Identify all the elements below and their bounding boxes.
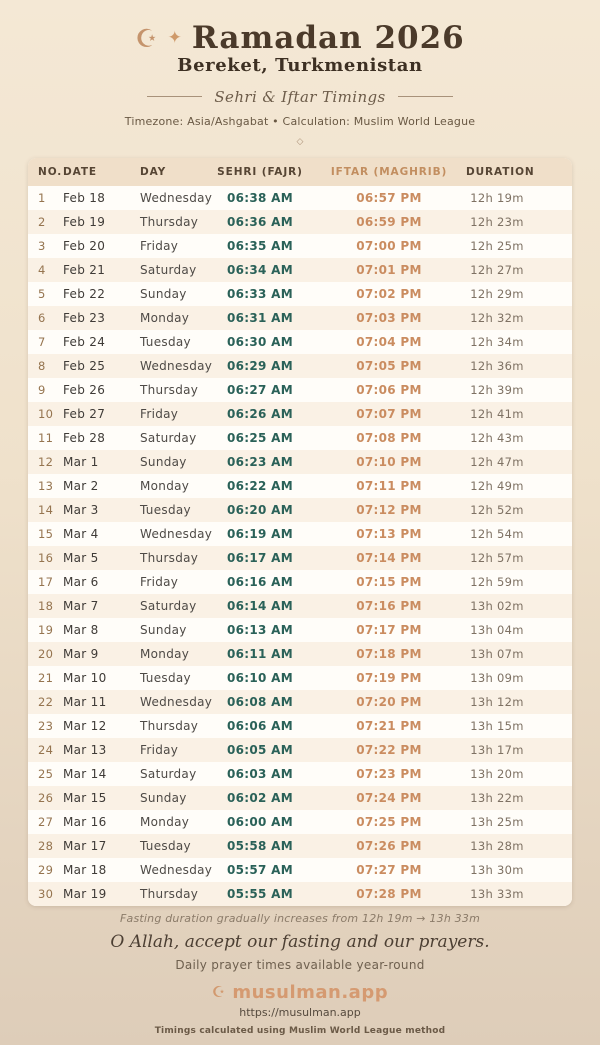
iftar-cell: 07:25 PM xyxy=(356,814,422,829)
duration-cell: 13h 17m xyxy=(470,742,524,757)
sehri-cell: 06:27 AM xyxy=(226,382,293,397)
date-cell: Mar 12 xyxy=(63,718,107,733)
column-header-no: NO. xyxy=(28,158,58,186)
sehri-cell: 06:26 AM xyxy=(226,406,293,421)
date-cell: Mar 17 xyxy=(63,838,107,853)
sehri-cell: 06:36 AM xyxy=(226,214,293,229)
brand-name: musulman.app xyxy=(232,981,389,1003)
duration-cell: 12h 25m xyxy=(470,238,524,253)
day-cell: Wednesday xyxy=(140,526,213,541)
no-cell: 22 xyxy=(38,694,54,709)
iftar-cell: 07:02 PM xyxy=(356,286,422,301)
no-cell: 23 xyxy=(38,718,54,733)
day-cell: Friday xyxy=(140,574,179,589)
no-cell: 10 xyxy=(38,406,54,421)
no-cell: 4 xyxy=(38,262,46,277)
table-row xyxy=(28,258,572,282)
location-title: Bereket, Turkmenistan xyxy=(177,54,423,76)
day-cell: Monday xyxy=(140,310,190,325)
date-cell: Feb 24 xyxy=(63,334,106,349)
table-row xyxy=(28,546,572,570)
table-row xyxy=(28,882,572,906)
iftar-cell: 07:12 PM xyxy=(356,502,422,517)
duration-cell: 12h 47m xyxy=(470,454,524,469)
day-cell: Monday xyxy=(140,814,190,829)
title-row xyxy=(0,22,600,55)
duration-cell: 12h 57m xyxy=(470,550,524,565)
duration-cell: 13h 15m xyxy=(470,718,524,733)
date-cell: Mar 19 xyxy=(63,886,107,901)
date-cell: Mar 4 xyxy=(63,526,99,541)
sehri-cell: 06:33 AM xyxy=(226,286,293,301)
table-row xyxy=(28,306,572,330)
day-cell: Thursday xyxy=(140,550,199,565)
sehri-cell: 06:19 AM xyxy=(226,526,293,541)
date-cell: Mar 2 xyxy=(63,478,99,493)
date-cell: Feb 20 xyxy=(63,238,106,253)
sehri-cell: 06:31 AM xyxy=(226,310,293,325)
day-cell: Sunday xyxy=(140,790,187,805)
iftar-cell: 07:14 PM xyxy=(356,550,422,565)
no-cell: 28 xyxy=(38,838,54,853)
no-cell: 24 xyxy=(38,742,54,757)
sparkle-star-icon: ✦ xyxy=(167,27,182,48)
iftar-cell: 07:26 PM xyxy=(356,838,422,853)
table-row xyxy=(28,234,572,258)
duration-cell: 12h 41m xyxy=(470,406,524,421)
table-row xyxy=(28,402,572,426)
no-cell: 15 xyxy=(38,526,54,541)
table-row xyxy=(28,642,572,666)
duration-cell: 12h 34m xyxy=(470,334,524,349)
no-cell: 5 xyxy=(38,286,46,301)
iftar-cell: 07:06 PM xyxy=(356,382,422,397)
iftar-cell: 07:22 PM xyxy=(356,742,422,757)
date-cell: Mar 13 xyxy=(63,742,107,757)
date-cell: Mar 14 xyxy=(63,766,107,781)
duration-cell: 12h 43m xyxy=(470,430,524,445)
no-cell: 19 xyxy=(38,622,54,637)
day-cell: Sunday xyxy=(140,286,187,301)
date-cell: Mar 1 xyxy=(63,454,99,469)
table-row xyxy=(28,570,572,594)
duration-cell: 13h 25m xyxy=(470,814,524,829)
iftar-cell: 07:01 PM xyxy=(356,262,422,277)
timings-table-body xyxy=(28,186,572,906)
duration-cell: 12h 59m xyxy=(470,574,524,589)
no-cell: 21 xyxy=(38,670,54,685)
date-cell: Feb 18 xyxy=(63,190,106,205)
day-cell: Friday xyxy=(140,238,179,253)
date-cell: Mar 7 xyxy=(63,598,99,613)
no-cell: 16 xyxy=(38,550,54,565)
availability-note: Daily prayer times available year-round xyxy=(175,957,425,972)
iftar-cell: 07:23 PM xyxy=(356,766,422,781)
iftar-cell: 07:19 PM xyxy=(356,670,422,685)
crescent-moon-icon: ☪ xyxy=(135,23,158,53)
duration-cell: 12h 39m xyxy=(470,382,524,397)
day-cell: Saturday xyxy=(140,766,197,781)
day-cell: Monday xyxy=(140,478,190,493)
no-cell: 1 xyxy=(38,190,46,205)
column-header-date: DATE xyxy=(58,158,130,186)
date-cell: Mar 16 xyxy=(63,814,107,829)
day-cell: Saturday xyxy=(140,598,197,613)
table-row xyxy=(28,666,572,690)
iftar-cell: 07:16 PM xyxy=(356,598,422,613)
table-header-row xyxy=(28,158,572,186)
iftar-cell: 07:27 PM xyxy=(356,862,422,877)
date-cell: Mar 10 xyxy=(63,670,107,685)
iftar-cell: 06:59 PM xyxy=(356,214,422,229)
page-footer xyxy=(0,912,600,1036)
iftar-cell: 07:15 PM xyxy=(356,574,422,589)
table-row xyxy=(28,282,572,306)
sehri-cell: 06:22 AM xyxy=(226,478,293,493)
no-cell: 8 xyxy=(38,358,46,373)
dua-text: O Allah, accept our fasting and our prayers. xyxy=(110,931,490,952)
sehri-cell: 06:06 AM xyxy=(226,718,293,733)
sehri-cell: 05:55 AM xyxy=(226,886,293,901)
no-cell: 6 xyxy=(38,310,46,325)
divider-line-right xyxy=(398,96,453,97)
duration-cell: 12h 49m xyxy=(470,478,524,493)
table-row xyxy=(28,690,572,714)
sehri-cell: 06:16 AM xyxy=(226,574,293,589)
date-cell: Mar 9 xyxy=(63,646,99,661)
no-cell: 7 xyxy=(38,334,46,349)
iftar-cell: 07:10 PM xyxy=(356,454,422,469)
date-cell: Feb 21 xyxy=(63,262,106,277)
no-cell: 25 xyxy=(38,766,54,781)
timezone-calculation-meta: Timezone: Asia/Ashgabat • Calculation: Muslim World League xyxy=(124,114,476,128)
sehri-cell: 06:20 AM xyxy=(226,502,293,517)
no-cell: 17 xyxy=(38,574,54,589)
day-cell: Saturday xyxy=(140,262,197,277)
day-cell: Wednesday xyxy=(140,190,213,205)
column-header-sehri: SEHRI (FAJR) xyxy=(208,158,312,186)
table-header xyxy=(28,158,572,186)
no-cell: 3 xyxy=(38,238,46,253)
table-row xyxy=(28,210,572,234)
iftar-cell: 07:08 PM xyxy=(356,430,422,445)
duration-cell: 12h 52m xyxy=(470,502,524,517)
duration-cell: 13h 30m xyxy=(470,862,524,877)
date-cell: Feb 22 xyxy=(63,286,106,301)
no-cell: 13 xyxy=(38,478,54,493)
no-cell: 14 xyxy=(38,502,54,517)
date-cell: Mar 3 xyxy=(63,502,99,517)
date-cell: Mar 15 xyxy=(63,790,107,805)
table-row xyxy=(28,330,572,354)
sehri-cell: 05:57 AM xyxy=(226,862,293,877)
table-row xyxy=(28,834,572,858)
day-cell: Monday xyxy=(140,646,190,661)
table-row xyxy=(28,762,572,786)
no-cell: 20 xyxy=(38,646,54,661)
sehri-cell: 06:03 AM xyxy=(226,766,293,781)
date-cell: Feb 27 xyxy=(63,406,106,421)
day-cell: Thursday xyxy=(140,718,199,733)
table-row xyxy=(28,618,572,642)
day-cell: Friday xyxy=(140,742,179,757)
iftar-cell: 07:21 PM xyxy=(356,718,422,733)
table-row xyxy=(28,594,572,618)
no-cell: 12 xyxy=(38,454,54,469)
table-row xyxy=(28,186,572,210)
duration-cell: 12h 36m xyxy=(470,358,524,373)
sehri-cell: 06:10 AM xyxy=(226,670,293,685)
sehri-cell: 06:13 AM xyxy=(226,622,293,637)
day-cell: Tuesday xyxy=(140,670,191,685)
day-cell: Wednesday xyxy=(140,694,213,709)
brand-row xyxy=(0,982,600,1003)
no-cell: 26 xyxy=(38,790,54,805)
page-title: Ramadan 2026 xyxy=(191,20,465,56)
iftar-cell: 07:20 PM xyxy=(356,694,422,709)
day-cell: Friday xyxy=(140,406,179,421)
duration-cell: 12h 32m xyxy=(470,310,524,325)
table-row xyxy=(28,378,572,402)
day-cell: Wednesday xyxy=(140,358,213,373)
day-cell: Wednesday xyxy=(140,862,213,877)
duration-cell: 12h 19m xyxy=(470,190,524,205)
date-cell: Mar 6 xyxy=(63,574,99,589)
duration-cell: 13h 20m xyxy=(470,766,524,781)
duration-cell: 13h 02m xyxy=(470,598,524,613)
duration-cell: 13h 09m xyxy=(470,670,524,685)
date-cell: Feb 28 xyxy=(63,430,106,445)
no-cell: 29 xyxy=(38,862,54,877)
day-cell: Sunday xyxy=(140,622,187,637)
no-cell: 27 xyxy=(38,814,54,829)
duration-cell: 13h 22m xyxy=(470,790,524,805)
calculation-method-note: Timings calculated using Muslim World League method xyxy=(154,1025,446,1036)
column-header-day: DAY xyxy=(130,158,208,186)
iftar-cell: 07:07 PM xyxy=(356,406,422,421)
no-cell: 11 xyxy=(38,430,54,445)
fasting-duration-note: Fasting duration gradually increases from 12h 19m → 13h 33m xyxy=(120,911,480,925)
duration-cell: 12h 27m xyxy=(470,262,524,277)
date-cell: Feb 25 xyxy=(63,358,106,373)
duration-cell: 13h 33m xyxy=(470,886,524,901)
duration-cell: 12h 54m xyxy=(470,526,524,541)
iftar-cell: 07:17 PM xyxy=(356,622,422,637)
column-header-duration: DURATION xyxy=(466,158,572,186)
date-cell: Feb 19 xyxy=(63,214,106,229)
table-row xyxy=(28,522,572,546)
table-row xyxy=(28,810,572,834)
sehri-cell: 06:17 AM xyxy=(226,550,293,565)
duration-cell: 12h 23m xyxy=(470,214,524,229)
duration-cell: 12h 29m xyxy=(470,286,524,301)
sehri-cell: 05:58 AM xyxy=(226,838,293,853)
day-cell: Sunday xyxy=(140,454,187,469)
sehri-cell: 06:29 AM xyxy=(226,358,293,373)
brand-crescent-icon: ☪ xyxy=(211,982,226,1001)
iftar-cell: 07:13 PM xyxy=(356,526,422,541)
no-cell: 18 xyxy=(38,598,54,613)
day-cell: Tuesday xyxy=(140,502,191,517)
table-row xyxy=(28,498,572,522)
day-cell: Thursday xyxy=(140,382,199,397)
day-cell: Thursday xyxy=(140,214,199,229)
table-row xyxy=(28,354,572,378)
iftar-cell: 07:18 PM xyxy=(356,646,422,661)
sehri-cell: 06:35 AM xyxy=(226,238,293,253)
table-row xyxy=(28,426,572,450)
day-cell: Thursday xyxy=(140,886,199,901)
date-cell: Mar 5 xyxy=(63,550,99,565)
iftar-cell: 07:05 PM xyxy=(356,358,422,373)
diamond-ornament-icon: ◇ xyxy=(296,136,304,147)
iftar-cell: 07:00 PM xyxy=(356,238,422,253)
day-cell: Tuesday xyxy=(140,838,191,853)
date-cell: Mar 18 xyxy=(63,862,107,877)
date-cell: Mar 11 xyxy=(63,694,107,709)
sehri-cell: 06:08 AM xyxy=(226,694,293,709)
table-row xyxy=(28,738,572,762)
sehri-cell: 06:23 AM xyxy=(226,454,293,469)
no-cell: 30 xyxy=(38,886,54,901)
sehri-cell: 06:14 AM xyxy=(226,598,293,613)
date-cell: Feb 23 xyxy=(63,310,106,325)
iftar-cell: 06:57 PM xyxy=(356,190,422,205)
no-cell: 2 xyxy=(38,214,46,229)
day-cell: Saturday xyxy=(140,430,197,445)
table-row xyxy=(28,858,572,882)
sehri-cell: 06:11 AM xyxy=(226,646,293,661)
duration-cell: 13h 07m xyxy=(470,646,524,661)
iftar-cell: 07:04 PM xyxy=(356,334,422,349)
day-cell: Tuesday xyxy=(140,334,191,349)
iftar-cell: 07:03 PM xyxy=(356,310,422,325)
table-row xyxy=(28,714,572,738)
table-row xyxy=(28,786,572,810)
iftar-cell: 07:28 PM xyxy=(356,886,422,901)
sehri-cell: 06:05 AM xyxy=(226,742,293,757)
sehri-cell: 06:02 AM xyxy=(226,790,293,805)
sehri-cell: 06:00 AM xyxy=(226,814,293,829)
date-cell: Feb 26 xyxy=(63,382,106,397)
sehri-cell: 06:25 AM xyxy=(226,430,293,445)
duration-cell: 13h 12m xyxy=(470,694,524,709)
duration-cell: 13h 28m xyxy=(470,838,524,853)
no-cell: 9 xyxy=(38,382,46,397)
page-header xyxy=(0,0,600,147)
table-row xyxy=(28,474,572,498)
subtitle-row xyxy=(0,88,600,106)
divider-line-left xyxy=(147,96,202,97)
iftar-cell: 07:24 PM xyxy=(356,790,422,805)
iftar-cell: 07:11 PM xyxy=(356,478,422,493)
sehri-cell: 06:30 AM xyxy=(226,334,293,349)
table-row xyxy=(28,450,572,474)
date-cell: Mar 8 xyxy=(63,622,99,637)
brand-url-link[interactable]: https://musulman.app xyxy=(239,1005,361,1019)
duration-cell: 13h 04m xyxy=(470,622,524,637)
page-subtitle: Sehri & Iftar Timings xyxy=(214,87,386,106)
timings-table-card xyxy=(28,158,572,906)
sehri-cell: 06:34 AM xyxy=(226,262,293,277)
timings-table xyxy=(28,158,572,906)
column-header-iftar: IFTAR (MAGHRIB) xyxy=(312,158,466,186)
sehri-cell: 06:38 AM xyxy=(226,190,293,205)
